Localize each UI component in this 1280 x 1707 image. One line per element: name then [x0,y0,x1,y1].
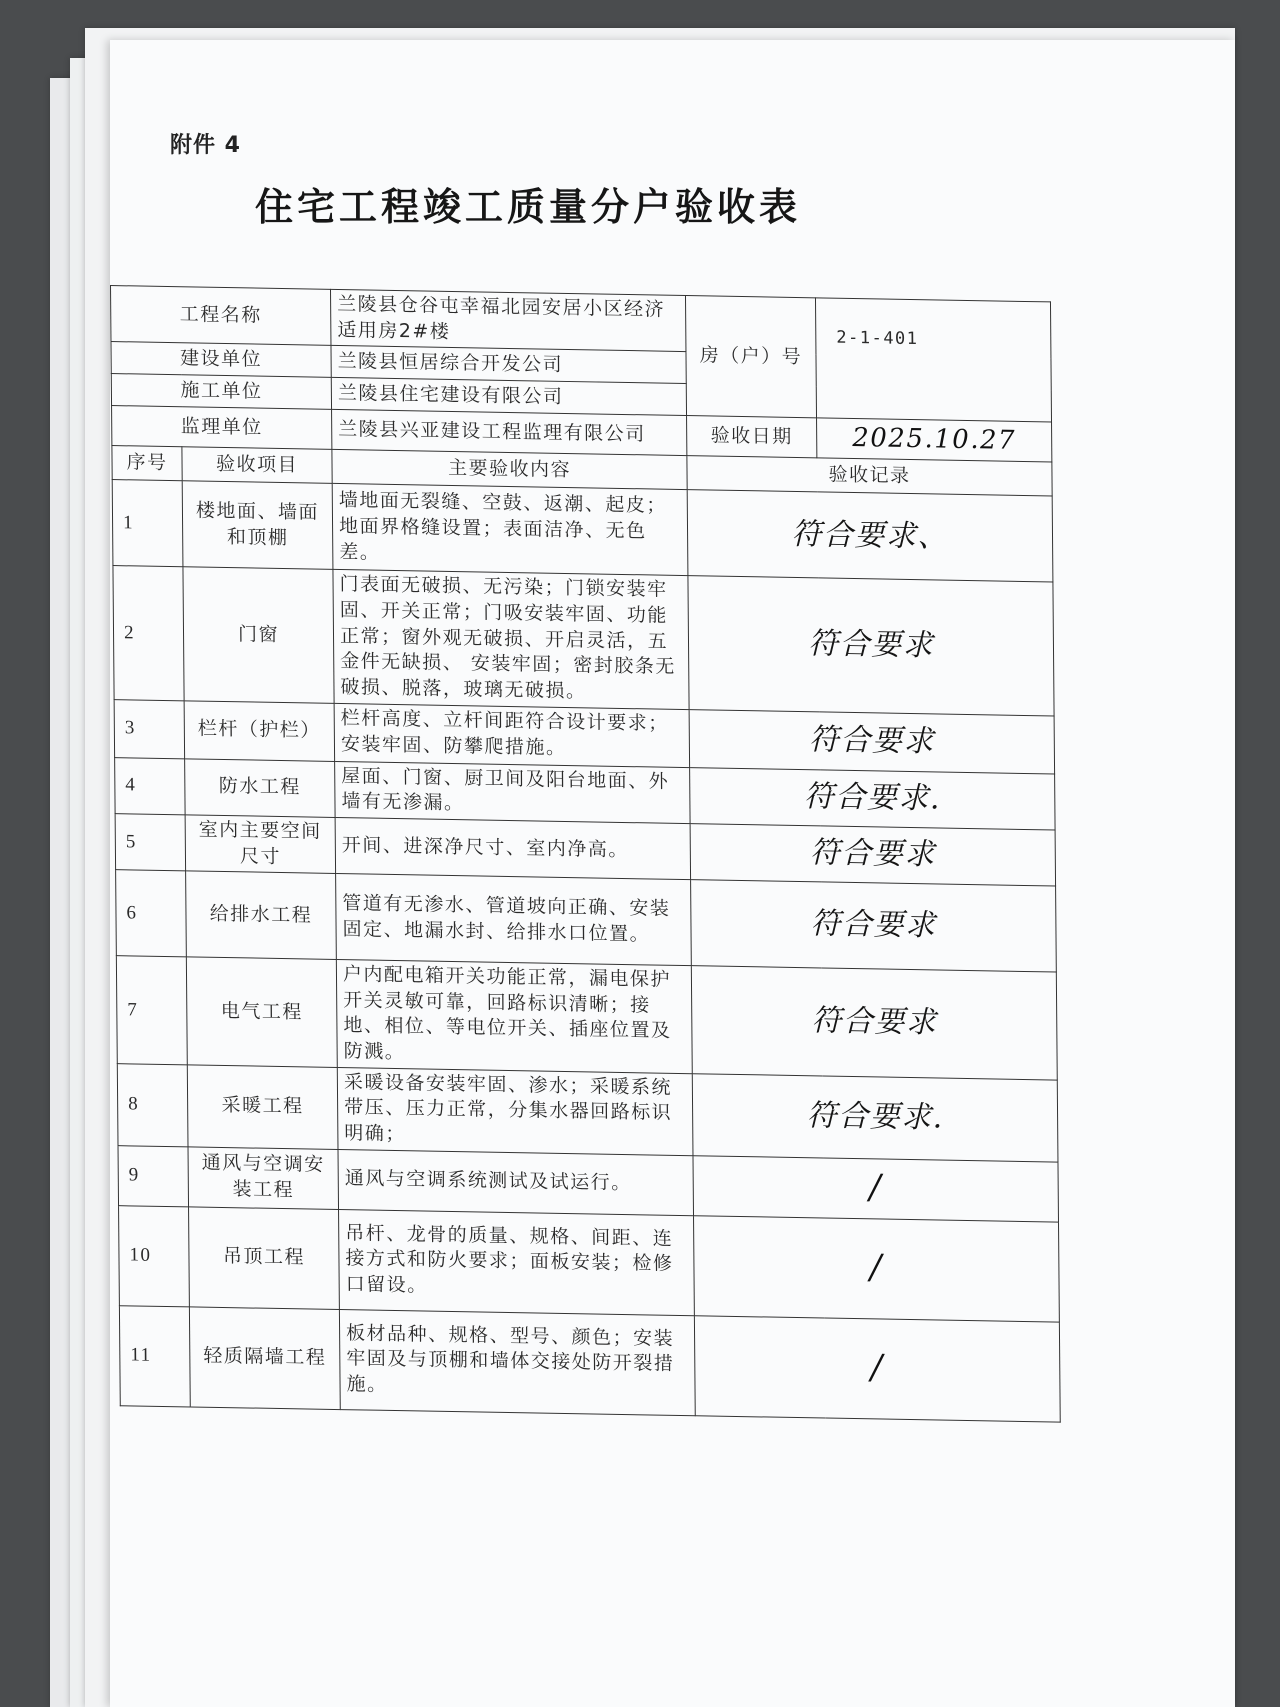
row-item: 栏杆（护栏） [184,700,335,761]
row-seq: 1 [112,480,183,567]
row-seq: 4 [115,757,185,815]
row-seq: 10 [119,1205,190,1306]
row-record-handwritten: 符合要求、 [687,490,1053,582]
row-item: 电气工程 [186,957,337,1067]
col-header-record: 验收记录 [687,456,1052,496]
room-no-label: 房（户）号 [685,296,816,419]
row-item: 给排水工程 [186,871,337,960]
project-name-value: 兰陵县仓谷屯幸福北园安居小区经济适用房2#楼 [331,289,686,351]
document-title: 住宅工程竣工质量分户验收表 [255,185,802,229]
row-content: 采暖设备安装牢固、渗水；采暖系统带压、压力正常，分集水器回路标识明确； [337,1067,693,1155]
row-seq: 3 [114,699,185,758]
contractor-label: 施工单位 [111,374,331,410]
row-item: 吊顶工程 [189,1207,340,1310]
row-item: 楼地面、墙面和顶棚 [182,481,333,570]
contractor-value: 兰陵县住宅建设有限公司 [331,378,686,416]
col-header-seq: 序号 [112,446,182,481]
table-row [116,870,1057,972]
developer-label: 建设单位 [111,342,331,378]
attachment-label: 附件 4 [170,133,241,158]
date-label: 验收日期 [687,416,817,458]
row-seq: 8 [117,1063,188,1146]
supervisor-value: 兰陵县兴亚建设工程监理有限公司 [332,410,687,456]
project-name-label: 工程名称 [111,286,331,346]
row-seq: 9 [118,1145,189,1206]
table-row [119,1305,1060,1421]
row-seq: 5 [115,813,185,871]
row-record-handwritten: 符合要求 [688,576,1054,716]
row-content: 通风与空调系统测试及试运行。 [338,1149,694,1215]
row-record-handwritten: 符合要求 [691,880,1057,972]
supervisor-label: 监理单位 [112,406,332,450]
row-content: 板材品种、规格、型号、颜色；安装牢固及与顶棚和墙体交接处防开裂措施。 [339,1309,695,1415]
row-record-handwritten: / [693,1155,1059,1221]
date-value-handwritten: 2025.10.27 [817,418,1052,462]
row-item: 轻质隔墙工程 [189,1307,340,1410]
row-record-handwritten: 符合要求 [691,966,1057,1080]
row-content: 开间、进深净尺寸、室内净高。 [335,817,690,879]
row-record-handwritten: 符合要求. [690,767,1055,830]
row-record-handwritten: 符合要求. [692,1073,1058,1161]
row-seq: 6 [116,870,187,957]
row-record-handwritten: / [694,1215,1060,1321]
row-record-handwritten: 符合要求 [690,824,1055,887]
table-row [113,566,1054,716]
developer-value: 兰陵县恒居综合开发公司 [331,346,686,384]
row-item: 门窗 [183,567,334,703]
row-item: 室内主要空间尺寸 [185,815,336,874]
row-content: 吊杆、龙骨的质量、规格、间距、连接方式和防火要求；面板安装；检修口留设。 [339,1209,695,1315]
row-record-handwritten: 符合要求 [689,709,1054,773]
row-seq: 11 [119,1305,190,1406]
row-content: 栏杆高度、立杆间距符合设计要求；安装牢固、防攀爬措施。 [334,703,689,767]
row-content: 管道有无渗水、管道坡向正确、安装固定、地漏水封、给排水口位置。 [336,874,692,966]
row-item: 通风与空调安装工程 [188,1147,339,1210]
row-item: 防水工程 [185,758,336,817]
inspection-form-table [110,285,1061,1422]
row-item: 采暖工程 [187,1065,338,1150]
col-header-content: 主要验收内容 [332,450,687,490]
table-row [116,956,1057,1080]
row-content: 墙地面无裂缝、空鼓、返潮、起皮；地面界格缝设置；表面洁净、无色差。 [332,484,688,576]
row-content: 户内配电箱开关功能正常，漏电保护开关灵敏可靠，回路标识清晰；接地、相位、等电位开关、插座位置及防溅。 [336,960,692,1074]
row-content: 屋面、门窗、厨卫间及阳台地面、外墙有无渗漏。 [335,761,690,823]
room-no-value: 2-1-401 [815,298,1051,422]
table-row [112,480,1053,582]
row-content: 门表面无破损、无污染；门锁安装牢固、开关正常；门吸安装牢固、功能正常；窗外观无破损、开启灵活，五金件无缺损、 安装牢固；密封胶条无破损、脱落，玻璃无破损。 [333,570,689,709]
row-seq: 7 [116,956,187,1065]
row-record-handwritten: / [694,1315,1060,1421]
col-header-item: 验收项目 [182,447,332,484]
table-row [119,1205,1060,1321]
row-seq: 2 [113,566,184,700]
